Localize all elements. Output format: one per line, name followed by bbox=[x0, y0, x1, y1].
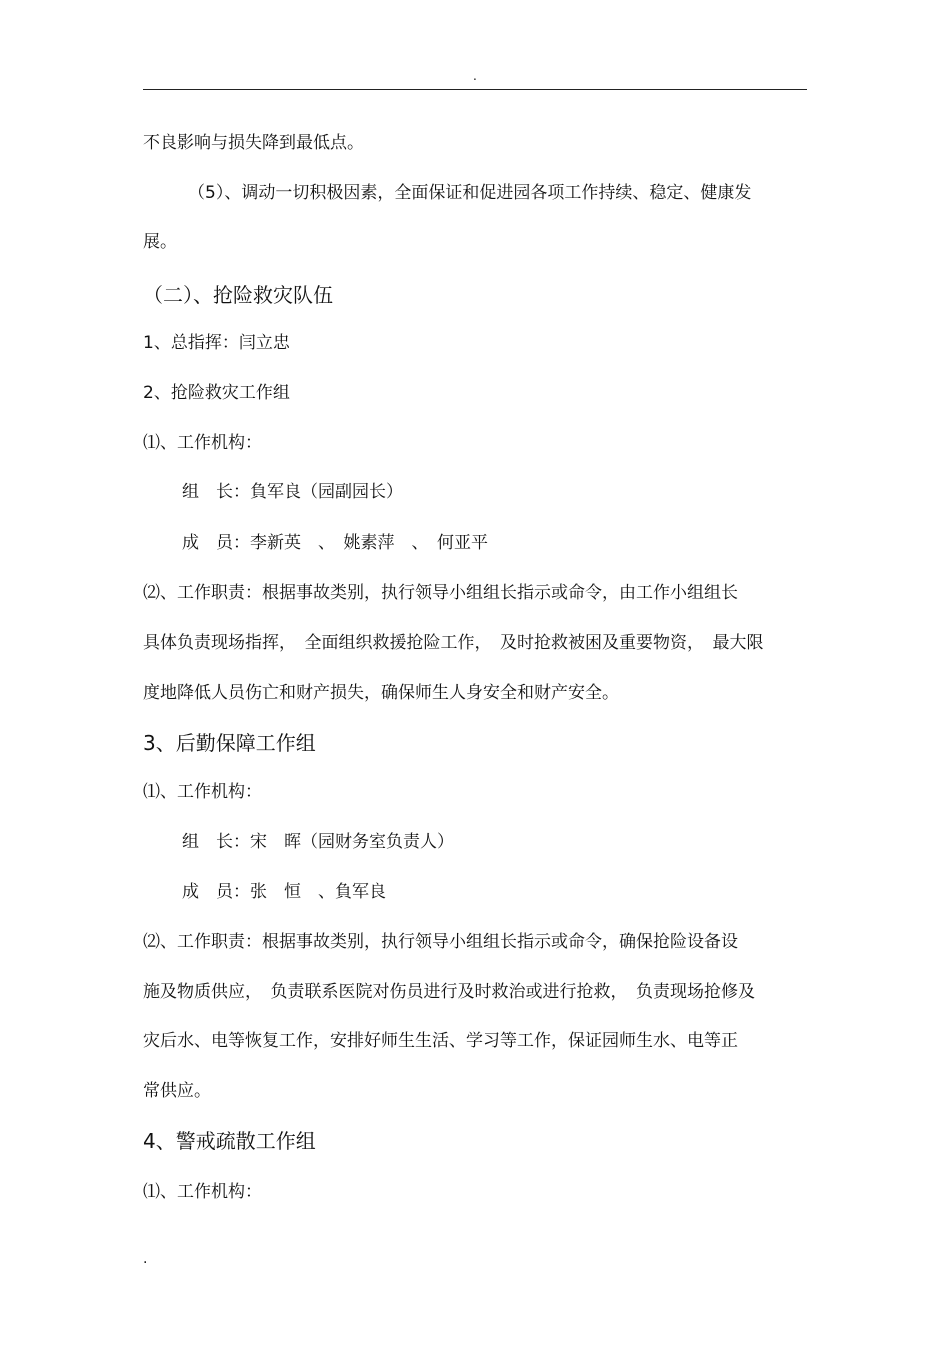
header-rule bbox=[143, 89, 807, 90]
group-members-line: 成 员：李新英 、 姚素萍 、 何亚平 bbox=[182, 533, 488, 553]
duties-line: 常供应。 bbox=[143, 1081, 211, 1101]
subheading-evacuation-group: 4、警戒疏散工作组 bbox=[143, 1129, 316, 1153]
paragraph-line: 展。 bbox=[143, 232, 177, 252]
footer-mark: . bbox=[143, 1251, 148, 1267]
duties-line: 灾后水、电等恢复工作，安排好师生生活、学习等工作，保证园师生水、电等正 bbox=[143, 1031, 738, 1051]
org-label: ⑴、工作机构： bbox=[143, 782, 262, 802]
duties-line: 度地降低人员伤亡和财产损失，确保师生人身安全和财产安全。 bbox=[143, 683, 619, 703]
list-item-5: （5）、调动一切积极因素，全面保证和促进园各项工作持续、稳定、健康发 bbox=[188, 183, 752, 203]
commander-line: 1、总指挥：闫立忠 bbox=[143, 333, 290, 353]
duties-line: 施及物质供应， 负责联系医院对伤员进行及时救治或进行抢救， 负责现场抢修及 bbox=[143, 982, 755, 1002]
subheading-logistics-group: 3、后勤保障工作组 bbox=[143, 731, 316, 755]
group-leader-line: 组 长：負军良（园副园长） bbox=[182, 482, 403, 502]
duties-line: 具体负责现场指挥， 全面组织救援抢险工作， 及时抢救被困及重要物资， 最大限 bbox=[143, 633, 764, 653]
duties-line: ⑵、工作职责：根据事故类别，执行领导小组组长指示或命令，确保抢险设备设 bbox=[143, 932, 738, 952]
group-leader-line: 组 长：宋 晖（园财务室负责人） bbox=[182, 832, 454, 852]
org-label: ⑴、工作机构： bbox=[143, 1182, 262, 1202]
subheading-rescue-group: 2、抢险救灾工作组 bbox=[143, 383, 290, 403]
duties-line: ⑵、工作职责：根据事故类别，执行领导小组组长指示或命令，由工作小组组长 bbox=[143, 583, 738, 603]
header-mark: . bbox=[473, 69, 477, 83]
section-heading-rescue-team: （二）、抢险救灾队伍 bbox=[143, 283, 333, 307]
group-members-line: 成 员：张 恒 、負军良 bbox=[182, 882, 386, 902]
paragraph-line: 不良影响与损失降到最低点。 bbox=[143, 133, 364, 153]
org-label: ⑴、工作机构： bbox=[143, 433, 262, 453]
